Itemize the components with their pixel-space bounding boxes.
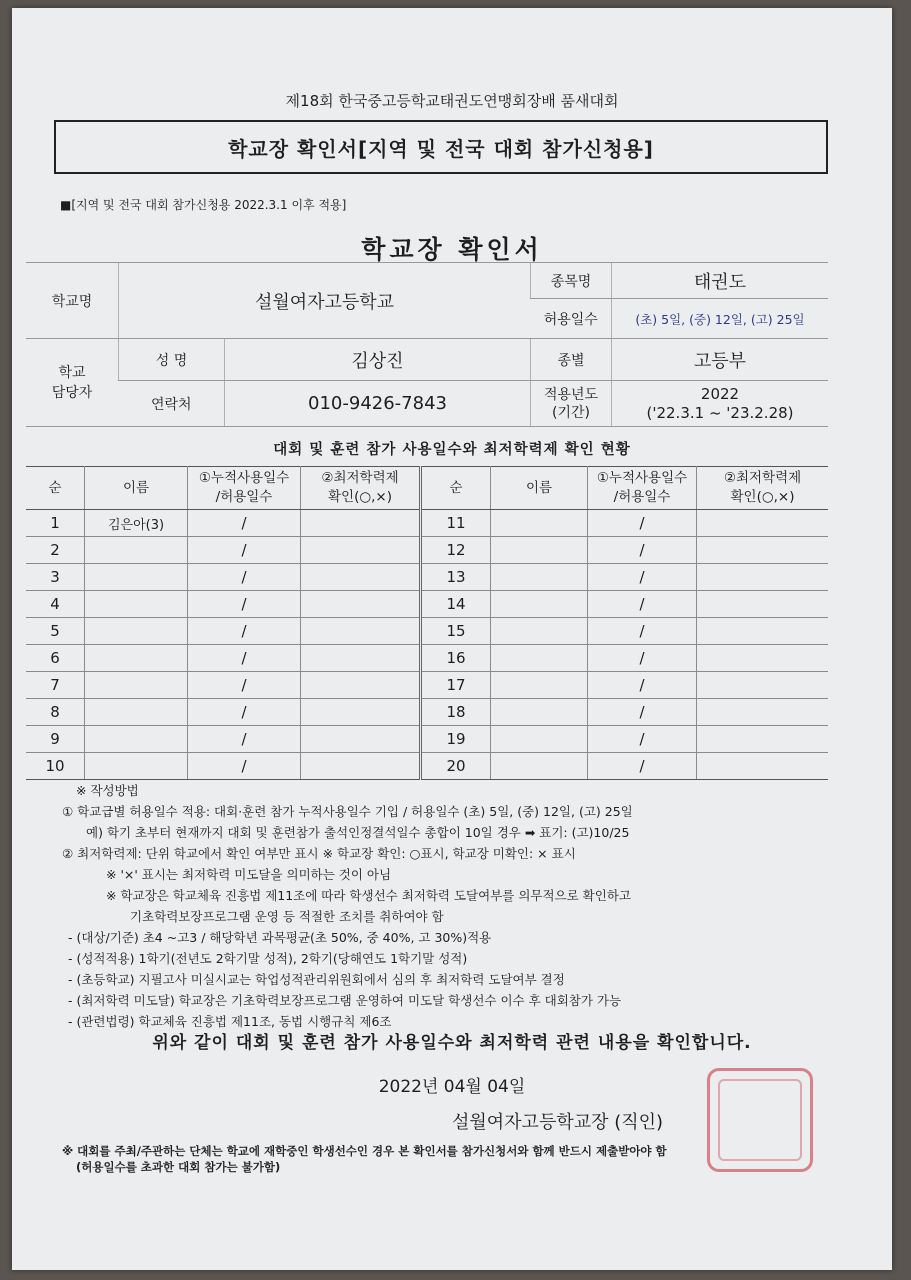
row-confirm [301, 618, 421, 645]
period-value: ('22.3.1 ~ '23.2.28) [646, 403, 794, 422]
row-number-right: 15 [421, 618, 491, 645]
col-conf-header-right-line1: ②최저학력제 [723, 470, 802, 486]
detail-elementary: - (초등학교) 지필고사 미실시교는 학업성적관리위원회에서 심의 후 최저학력 도달여부 결정 [68, 972, 565, 987]
school-name-label: 학교명 [26, 263, 119, 339]
row-name-right [491, 726, 588, 753]
row-name [85, 645, 188, 672]
row-days-right: / [588, 618, 697, 645]
row-days: / [188, 537, 301, 564]
row-days-right: / [588, 672, 697, 699]
instruction-2-note-b: ※ 학교장은 학교체육 진흥법 제11조에 따라 학생선수 최저학력 도달여부를 의무적으로 확인하고 [106, 888, 631, 903]
row-number: 2 [26, 537, 85, 564]
instruction-1: ① 학교급별 허용일수 적용: 대회·훈련 참가 누적사용일수 기입 / 허용일수 (초) 5일, (중) 12일, (고) 25일 [62, 804, 633, 819]
row-name [85, 537, 188, 564]
row-confirm-right [697, 591, 829, 618]
row-name-right [491, 564, 588, 591]
year-label-line2: (기간) [552, 404, 590, 421]
school-name-value: 설월여자고등학교 [119, 263, 531, 339]
row-number-right: 14 [421, 591, 491, 618]
row-days: / [188, 672, 301, 699]
allowed-days-label: 허용일수 [531, 299, 612, 339]
form-box-title [54, 120, 828, 174]
col-conf-header-line2: 확인(○,×) [328, 489, 392, 505]
detail-target: - (대상/기준) 초4 ~고3 / 해당학년 과목평균(초 50%, 중 40%, 고 30%)적용 [68, 930, 492, 945]
info-table [26, 262, 828, 427]
row-confirm-right [697, 753, 829, 780]
row-confirm-right [697, 726, 829, 753]
row-name [85, 699, 188, 726]
table-row [26, 645, 828, 672]
row-name [85, 753, 188, 780]
row-days: / [188, 753, 301, 780]
row-number-right: 13 [421, 564, 491, 591]
instruction-2-note-c: 기초학력보장프로그램 운영 등 적절한 조치를 취하여야 함 [130, 909, 444, 924]
name-label: 성 명 [119, 339, 225, 381]
applicability-note: ■[지역 및 전국 대회 참가신청용 2022.3.1 이후 적용] [60, 198, 347, 212]
instruction-2-note-a: ※ '×' 표시는 최저학력 미도달을 의미하는 것이 아님 [106, 867, 392, 882]
table-row [26, 726, 828, 753]
col-conf-header [301, 467, 421, 510]
row-days: / [188, 591, 301, 618]
detail-below-minimum: - (최저학력 미도달) 학교장은 기초학력보장프로그램 운영하여 미도달 학생선수 이수 후 대회참가 가능 [68, 993, 622, 1008]
row-number-right: 20 [421, 753, 491, 780]
row-confirm [301, 672, 421, 699]
contact-label: 연락처 [119, 381, 225, 427]
table-row [26, 510, 828, 537]
athlete-table [26, 466, 828, 780]
row-confirm-right [697, 672, 829, 699]
table-row [26, 591, 828, 618]
row-days-right: / [588, 645, 697, 672]
col-days-header-right-line1: ①누적사용일수 [596, 470, 688, 486]
year-label [531, 381, 612, 427]
row-days-right: / [588, 591, 697, 618]
staff-label [26, 339, 119, 427]
document-page [12, 8, 892, 1270]
col-days-header-right-line2: /허용일수 [613, 489, 671, 505]
row-number: 5 [26, 618, 85, 645]
row-number: 3 [26, 564, 85, 591]
row-name [85, 672, 188, 699]
row-days-right: / [588, 699, 697, 726]
table-row [26, 699, 828, 726]
year-value: 2022 [700, 384, 740, 403]
row-name-right [491, 753, 588, 780]
col-name-header: 이름 [85, 467, 188, 510]
row-confirm [301, 726, 421, 753]
row-confirm [301, 645, 421, 672]
row-number: 9 [26, 726, 85, 753]
col-conf-header-right [697, 467, 829, 510]
instruction-1-example: 예) 학기 초부터 현재까지 대회 및 훈련참가 출석인정결석일수 총합이 10일 경우 ➡ 표기: (고)10/25 [86, 825, 630, 840]
issue-date: 2022년 04월 04일 [378, 1077, 526, 1097]
status-title: 대회 및 훈련 참가 사용일수와 최저학력제 확인 현황 [273, 442, 631, 458]
col-days-header-line1: ①누적사용일수 [198, 470, 290, 486]
confirmation-statement: 위와 같이 대회 및 훈련 참가 사용일수와 최저학력 관련 내용을 확인합니다. [152, 1033, 752, 1053]
table-header-row [26, 467, 828, 510]
table-row [26, 537, 828, 564]
instructions [46, 780, 846, 1032]
instruction-2: ② 최저학력제: 단위 학교에서 확인 여부만 표시 ※ 학교장 확인: ○표시, 학교장 미확인: × 표시 [62, 846, 576, 861]
principal-signature: 설월여자고등학교장 (직인) [452, 1112, 664, 1133]
row-confirm [301, 564, 421, 591]
table-row [26, 564, 828, 591]
row-name-right [491, 618, 588, 645]
table-row [26, 672, 828, 699]
row-days-right: / [588, 726, 697, 753]
form-box-title-text: 학교장 확인서[지역 및 전국 대회 참가신청용] [228, 136, 654, 161]
row-name [85, 618, 188, 645]
col-days-header-line2: /허용일수 [215, 489, 273, 505]
row-days: / [188, 564, 301, 591]
col-days-header [188, 467, 301, 510]
row-days: / [188, 618, 301, 645]
row-days-right: / [588, 564, 697, 591]
category-value: 고등부 [612, 339, 829, 381]
row-name-right [491, 672, 588, 699]
row-number-right: 16 [421, 645, 491, 672]
row-days: / [188, 726, 301, 753]
detail-laws: - (관련법령) 학교체육 진흥법 제11조, 동법 시행규칙 제6조 [68, 1014, 392, 1029]
col-conf-header-line1: ②최저학력제 [321, 470, 399, 486]
table-row [26, 618, 828, 645]
main-title: 학교장 확인서 [361, 235, 543, 264]
detail-grades: - (성적적용) 1학기(전년도 2학기말 성적), 2학기(당해연도 1학기말 성적) [68, 951, 468, 966]
event-title: 제18회 한국중고등학교태권도연맹회장배 품새대회 [285, 92, 619, 110]
footer-line-1: ※ 대회를 주최/주관하는 단체는 학교에 재학중인 학생선수인 경우 본 확인서를 참가신청서와 함께 반드시 제출받아야 함 [62, 1144, 667, 1158]
row-number: 6 [26, 645, 85, 672]
row-confirm-right [697, 564, 829, 591]
contact-value: 010-9426-7843 [225, 381, 531, 427]
row-confirm [301, 699, 421, 726]
row-number: 10 [26, 753, 85, 780]
name-value: 김상진 [225, 339, 531, 381]
row-days: / [188, 699, 301, 726]
staff-label-line2: 담당자 [51, 384, 93, 401]
row-days-right: / [588, 753, 697, 780]
row-name: 김은아(3) [85, 510, 188, 537]
row-name-right [491, 591, 588, 618]
row-confirm-right [697, 510, 829, 537]
footer-line-2: (허용일수를 초과한 대회 참가는 불가함) [76, 1160, 281, 1174]
row-days: / [188, 645, 301, 672]
year-value-cell [612, 381, 829, 427]
event-label: 종목명 [531, 263, 612, 299]
footer-note [62, 1143, 862, 1175]
col-no-header-right: 순 [421, 467, 491, 510]
row-name-right [491, 645, 588, 672]
row-days-right: / [588, 510, 697, 537]
row-name [85, 591, 188, 618]
row-number-right: 11 [421, 510, 491, 537]
table-body [26, 510, 828, 780]
allowed-days-value: (초) 5일, (중) 12일, (고) 25일 [612, 299, 829, 339]
row-number-right: 19 [421, 726, 491, 753]
row-days-right: / [588, 537, 697, 564]
row-confirm [301, 753, 421, 780]
row-name [85, 564, 188, 591]
row-name [85, 726, 188, 753]
col-conf-header-right-line2: 확인(○,×) [730, 489, 795, 505]
category-label: 종별 [531, 339, 612, 381]
row-name-right [491, 699, 588, 726]
row-name-right [491, 537, 588, 564]
row-number-right: 17 [421, 672, 491, 699]
col-days-header-right [588, 467, 697, 510]
row-number-right: 18 [421, 699, 491, 726]
row-number-right: 12 [421, 537, 491, 564]
col-name-header-right: 이름 [491, 467, 588, 510]
year-label-line1: 적용년도 [543, 386, 599, 403]
table-row [26, 753, 828, 780]
row-confirm [301, 591, 421, 618]
row-confirm-right [697, 618, 829, 645]
row-number: 4 [26, 591, 85, 618]
row-confirm-right [697, 699, 829, 726]
instructions-heading: ※ 작성방법 [76, 783, 139, 798]
row-number: 1 [26, 510, 85, 537]
row-confirm-right [697, 645, 829, 672]
col-no-header: 순 [26, 467, 85, 510]
row-number: 7 [26, 672, 85, 699]
row-days: / [188, 510, 301, 537]
row-confirm-right [697, 537, 829, 564]
row-name-right [491, 510, 588, 537]
row-confirm [301, 510, 421, 537]
row-number: 8 [26, 699, 85, 726]
row-confirm [301, 537, 421, 564]
event-value: 태권도 [612, 263, 829, 299]
staff-label-line1: 학교 [58, 364, 86, 381]
